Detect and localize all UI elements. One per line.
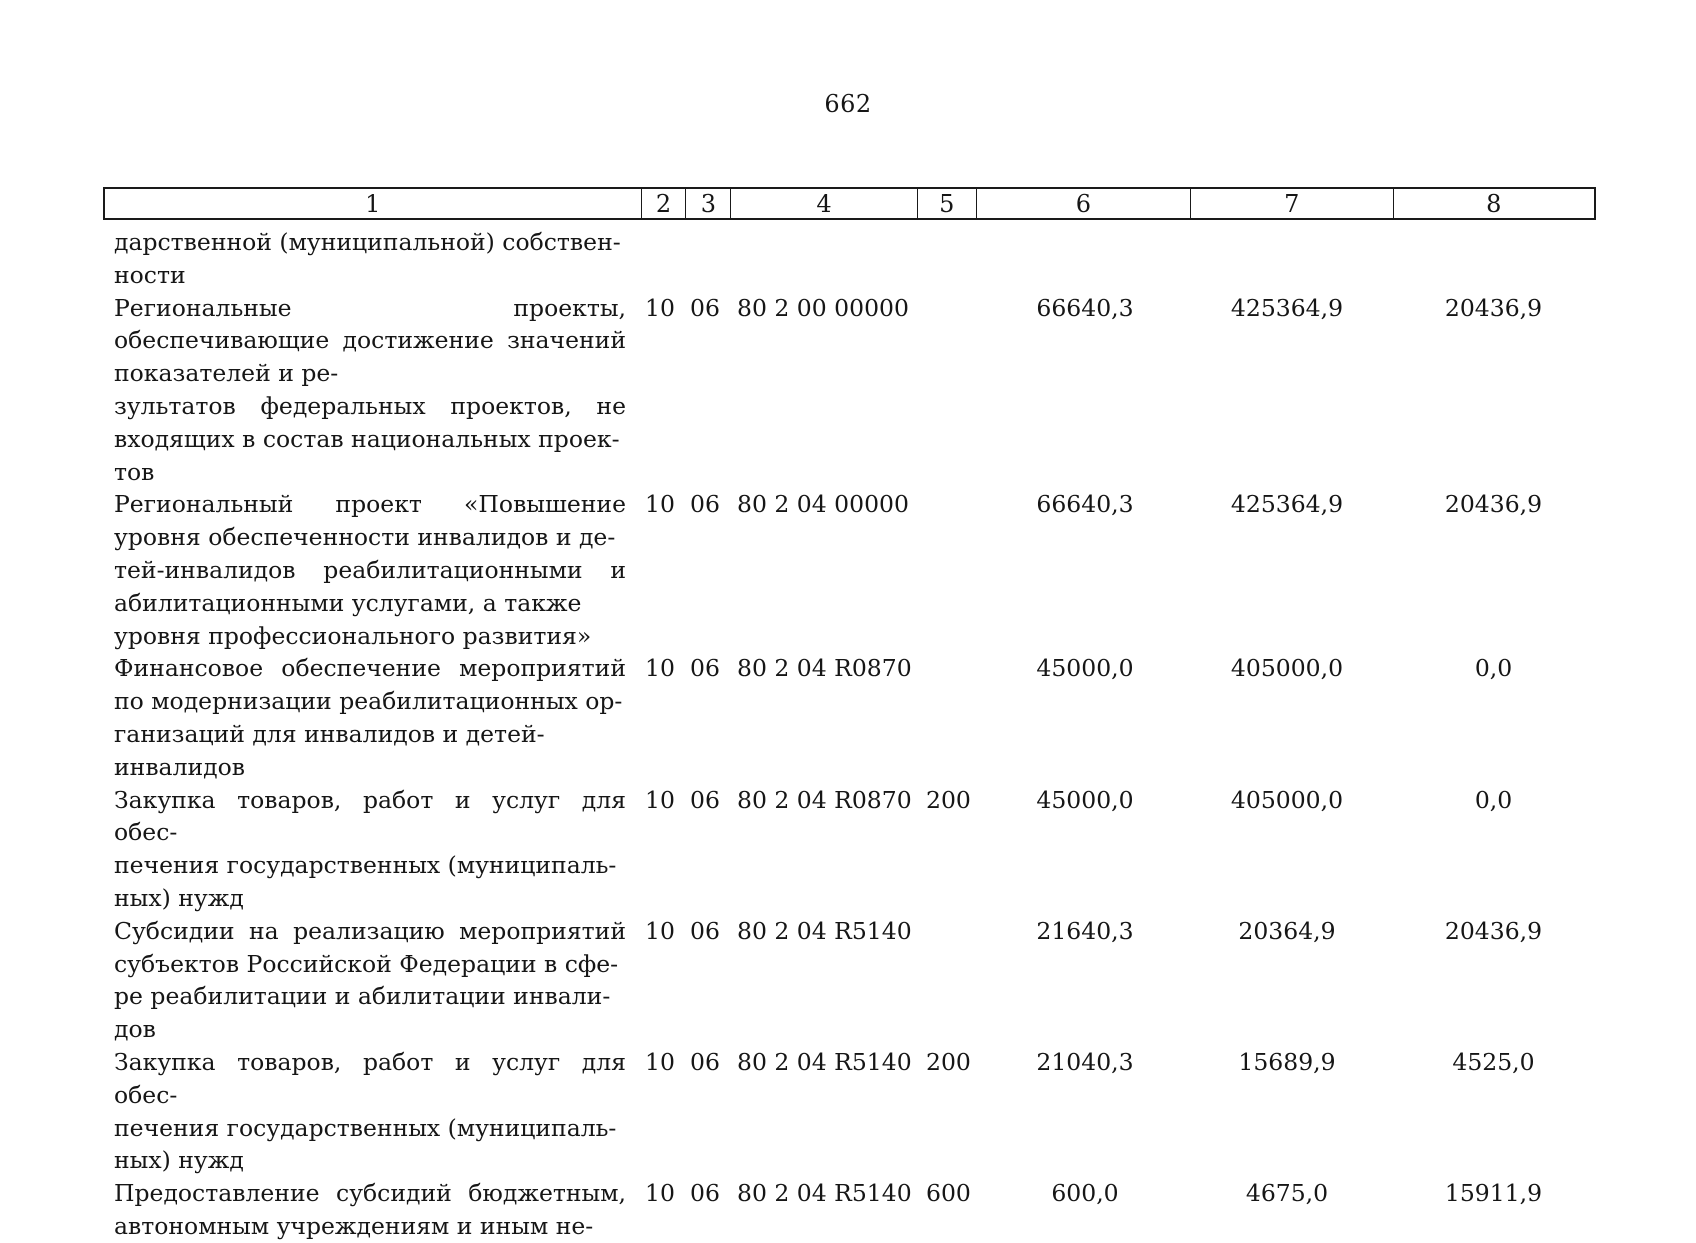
cell-section: 10	[645, 293, 675, 322]
cell-amount-col6: 21640,3	[1036, 916, 1134, 945]
cell-amount-col8: 20436,9	[1444, 490, 1543, 519]
cell-subsection: 06	[690, 490, 720, 519]
cell-amount-col8: 15911,9	[1444, 1179, 1543, 1208]
cell-subsection: 06	[690, 1179, 720, 1208]
table-row	[0, 915, 1696, 1046]
cell-amount-col7: 425364,9	[1230, 293, 1344, 322]
cell-section: 10	[645, 490, 675, 519]
cell-amount-col6: 45000,0	[1036, 785, 1134, 814]
cell-expense-type: 200	[926, 785, 971, 814]
table-row	[0, 226, 1696, 292]
row-description: Закупка товаров, работ и услуг для обес- печения государственных (муниципаль- ных) нужд	[114, 785, 626, 912]
row-description: Закупка товаров, работ и услуг для обес- печения государственных (муниципаль- ных) нужд	[114, 1047, 626, 1175]
table-row	[0, 652, 1696, 783]
cell-amount-col6: 600,0	[1051, 1179, 1119, 1208]
cell-amount-col8: 20436,9	[1444, 916, 1543, 945]
cell-target-code: 80 2 04 00000	[737, 490, 909, 519]
column-header-3: 3	[686, 189, 731, 218]
row-description: Субсидии на реализацию мероприятий субъектов Российской Федерации в сфе- ре реабилитации и абилитации инвали- дов	[114, 916, 626, 1044]
row-description: Региональные проекты, обеспечивающие достижение значений показателей и ре- зультатов федеральных проектов, не входящих в состав национальных проек- тов	[114, 293, 626, 486]
cell-expense-type: 200	[926, 1047, 971, 1076]
cell-section: 10	[645, 1047, 675, 1076]
table-row	[0, 488, 1696, 652]
column-header-1: 1	[105, 189, 642, 218]
cell-section: 10	[645, 785, 675, 814]
column-header-6: 6	[977, 189, 1191, 218]
cell-amount-col7: 4675,0	[1245, 1179, 1329, 1208]
column-header-5: 5	[918, 189, 977, 218]
cell-amount-col7: 15689,9	[1238, 1047, 1336, 1076]
cell-subsection: 06	[690, 1047, 720, 1076]
cell-section: 10	[645, 916, 675, 945]
cell-amount-col6: 66640,3	[1036, 490, 1134, 519]
cell-amount-col8: 4525,0	[1452, 1047, 1535, 1076]
cell-expense-type: 600	[926, 1179, 971, 1208]
cell-target-code: 80 2 04 R0870	[737, 785, 912, 814]
column-header-4: 4	[731, 189, 918, 218]
cell-subsection: 06	[690, 785, 720, 814]
cell-target-code: 80 2 04 R5140	[737, 916, 912, 945]
cell-section: 10	[645, 654, 675, 683]
table-header	[103, 187, 1596, 220]
row-description: Финансовое обеспечение мероприятий по модернизации реабилитационных ор- ганизаций для инвалидов и детей- инвалидов	[114, 654, 626, 781]
page-number: 662	[824, 90, 872, 118]
cell-amount-col6: 45000,0	[1036, 654, 1134, 683]
column-header-7: 7	[1191, 189, 1393, 218]
table-row	[0, 292, 1696, 489]
cell-subsection: 06	[690, 916, 720, 945]
table-row	[0, 784, 1696, 915]
row-description: Предоставление субсидий бюджетным, автономным учреждениям и иным не-	[114, 1179, 626, 1240]
table-body	[0, 226, 1696, 1243]
table-row	[0, 1046, 1696, 1177]
column-header-8: 8	[1486, 189, 1502, 218]
cell-amount-col6: 21040,3	[1036, 1047, 1134, 1076]
cell-target-code: 80 2 04 R5140	[737, 1179, 912, 1208]
cell-target-code: 80 2 04 R5140	[737, 1047, 912, 1076]
cell-subsection: 06	[690, 293, 720, 322]
cell-amount-col7: 405000,0	[1230, 654, 1344, 683]
cell-target-code: 80 2 00 00000	[737, 293, 909, 322]
row-description: Региональный проект «Повышение уровня обеспеченности инвалидов и де- тей-инвалидов реабилитационными и абилитационными услугами, а также уровня профессионального развития»	[114, 490, 626, 650]
cell-amount-col7: 425364,9	[1230, 490, 1344, 519]
cell-subsection: 06	[690, 654, 720, 683]
cell-amount-col6: 66640,3	[1036, 293, 1134, 322]
cell-amount-col7: 20364,9	[1238, 916, 1336, 945]
cell-section: 10	[645, 1179, 675, 1208]
cell-amount-col8: 0,0	[1474, 654, 1513, 683]
row-description: дарственной (муниципальной) собствен- ности	[114, 228, 621, 289]
column-header-2: 2	[642, 189, 687, 218]
cell-amount-col7: 405000,0	[1230, 785, 1344, 814]
cell-amount-col8: 20436,9	[1444, 293, 1543, 322]
cell-target-code: 80 2 04 R0870	[737, 654, 912, 683]
table-row	[0, 1177, 1696, 1243]
cell-amount-col8: 0,0	[1474, 785, 1513, 814]
